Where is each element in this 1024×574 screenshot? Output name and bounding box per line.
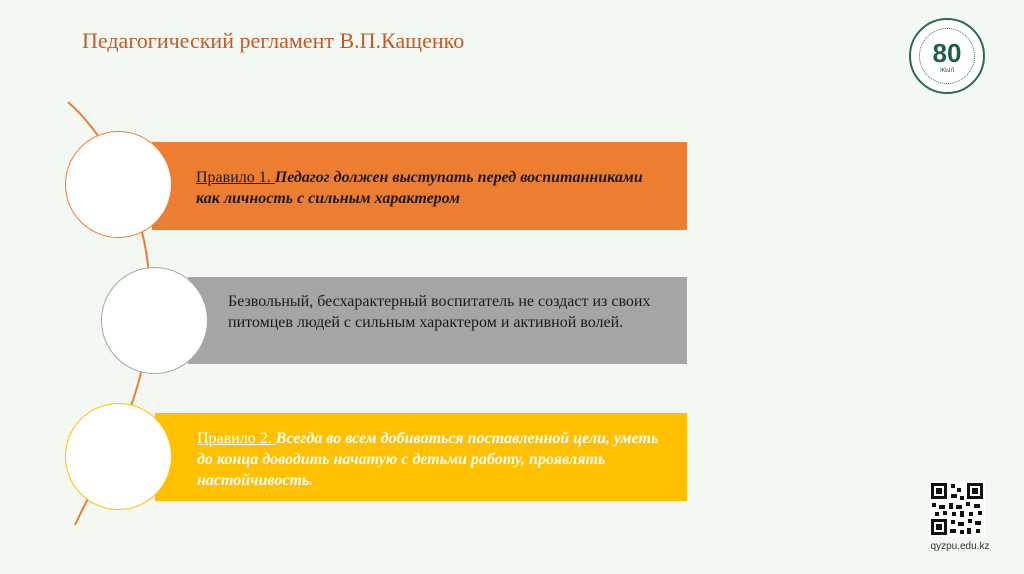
rule-2-text: Всегда во всем добиваться поставленной цели, уметь до конца доводить начатую с детьми работу, проявлять настойчивость.: [197, 430, 659, 489]
badge-subtitle: ЖЫЛ: [939, 68, 955, 74]
middle-text: Безвольный, бесхарактерный воспитатель не создаст из своих питомцев людей с сильным характером и активной волей.: [228, 293, 651, 331]
badge-number: 80: [932, 38, 962, 68]
middle-box: [188, 277, 687, 364]
rule-2-label: Правило 2.: [197, 430, 276, 447]
qr-code-icon: [929, 481, 985, 537]
page-title: Педагогический регламент В.П.Кащенко: [82, 28, 465, 53]
rule-1-label: Правило 1.: [196, 169, 275, 186]
rule-2-box: [155, 413, 687, 501]
circle-2: [101, 267, 208, 374]
rule-1-box: [152, 142, 687, 230]
rule-1-text: Педагог должен выступать перед воспитанниками как личность с сильным характером: [196, 169, 643, 207]
anniversary-badge-icon: [909, 18, 985, 94]
circle-1: [65, 131, 172, 238]
website-link[interactable]: qyzpu.edu.kz: [930, 541, 990, 552]
circle-3: [65, 403, 172, 510]
